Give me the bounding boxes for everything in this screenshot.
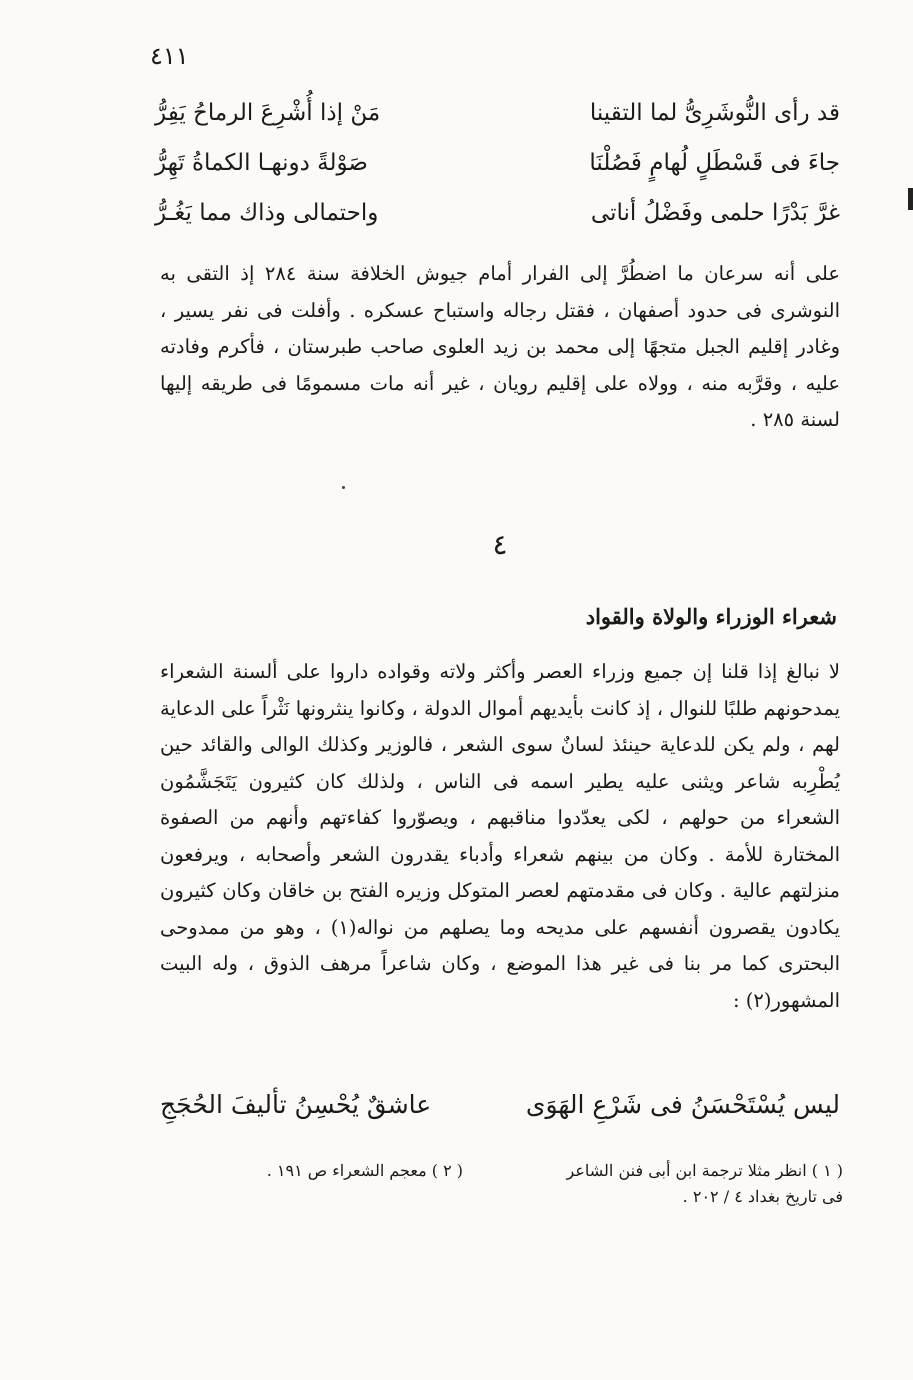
- verse-second-hemistich: مَنْ إذا أُشْرِعَ الرماحُ يَفِرُّ: [155, 100, 381, 126]
- paragraph-poets-of-viziers: لا نبالغ إذا قلنا إن جميع وزراء العصر وأكثر ولاته وقواده داروا على ألسنة الشعراء يمدحونهم طلبًا للنوال ، إذ كانت بأيديهم أموال الدولة ، وكانوا ينثرونها نَثْراً على الدعاية لهم ، ولم يكن للدعاية حينئذ لسانٌ سوى الشعر ، فالوزير وكذلك الوالى والقائد حين يُطْرِبه شاعر ويثنى عليه يطير اسمه فى الناس ، ولذلك كان كثيرون يَتَجَشَّمُون الشعراء من حولهم ، لكى يعدّدوا مناقبهم ، ويصوّروا كفاءتهم وأنهم من الصفوة المختارة للأمة . وكان من بينهم شعراء وأدباء يقدرون الشعر وأصحابه ، ويرفعون منزلتهم عالية . وكان فى مقدمتهم لعصر المتوكل وزيره الفتح بن خاقان وكان كثيرون يكادون يقصرون أنفسهم على مديحه وما يصلهم من نواله(١) ، وهو من ممدوحى البحترى كما مر بنا فى غير هذا الموضع ، وكان شاعراً مرهف الذوق ، وله البيت المشهور(٢) :: [160, 660, 841, 1012]
- section-heading: شعراء الوزراء والولاة والقواد: [585, 604, 837, 629]
- verse-line: [155, 150, 840, 190]
- paragraph-flight-of-ahmad: على أنه سرعان ما اضطُرَّ إلى الفرار أمام جيوش الخلافة سنة ٢٨٤ إذ التقى به النوشرى فى حدود أصفهان ، فقتل رجاله واستباح عسكره . وأفلت فى نفر يسير ، وغادر إقليم الجبل متجهًا إلى محمد بن زيد العلوى صاحب طبرستان ، فأكرم وفادته عليه ، وقرَّبه منه ، وولاه على إقليم رويان ، غير أنه مات مسمومًا فى طريقه إليها لسنة ٢٨٥ .: [160, 262, 840, 431]
- verse-second-hemistich: واحتمالى وذاك مما يَغُـرُّ: [155, 200, 379, 226]
- verse-first-hemistich: قد رأى النُّوشَرِىُّ لما التقينا: [589, 100, 840, 126]
- margin-mark: [908, 188, 913, 210]
- verse-second-hemistich: صَوْلةً دونهـا الكماةُ تَهِرُّ: [155, 150, 368, 176]
- footnote-1: [567, 1158, 843, 1210]
- verse-line: [155, 100, 840, 140]
- verse-first-hemistich: ليس يُسْتَحْسَنُ فى شَرْعِ الهَوَى: [525, 1090, 840, 1119]
- footnote-1-line: ( ١ ) انظر مثلا ترجمة ابن أبى فنن الشاعر: [566, 1161, 843, 1180]
- print-speck: [342, 486, 345, 489]
- section-number: ٤: [492, 528, 508, 561]
- footnote-1-line: فى تاريخ بغداد ٤ / ٢٠٢ .: [682, 1187, 843, 1206]
- footnote-2: ( ٢ ) معجم الشعراء ص ١٩١ .: [266, 1161, 463, 1180]
- verse-second-hemistich: عاشقٌ يُحْسِنُ تأليفَ الحُجَجِ: [160, 1090, 432, 1119]
- verse-first-hemistich: غرَّ بَدْرًا حلمى وفَضْلُ أناتى: [590, 200, 840, 226]
- page-number: ٤١١: [150, 42, 189, 70]
- verse-first-hemistich: جاءَ فى قَسْطَلٍ لُهامٍ فَصُلْنَا: [589, 150, 840, 176]
- verse-line-final: [160, 1090, 840, 1119]
- verse-line: [155, 200, 840, 240]
